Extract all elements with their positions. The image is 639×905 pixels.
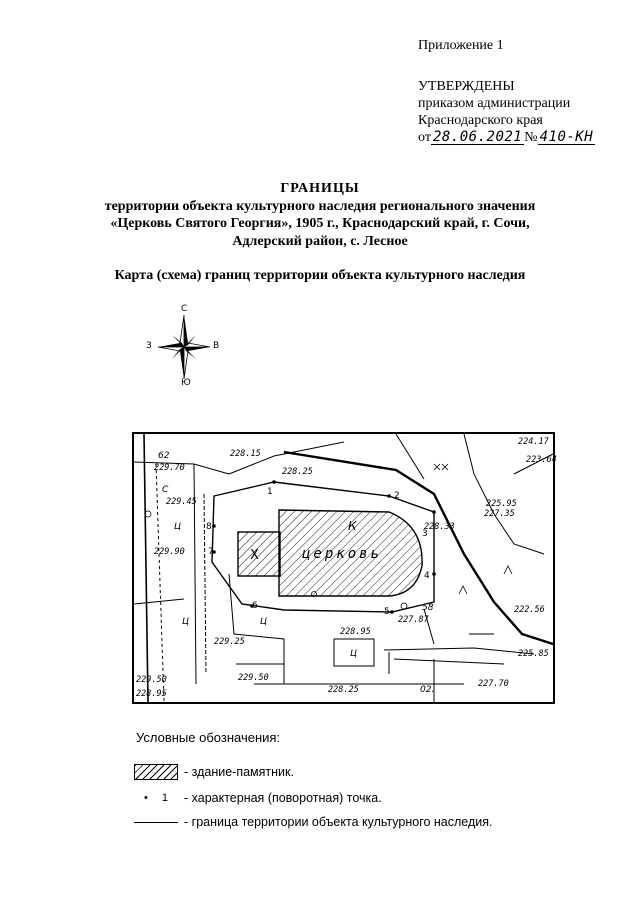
map-mark: Ц xyxy=(182,617,189,627)
map-point-label: 5 xyxy=(384,607,390,617)
map-elevation: 228.95 xyxy=(340,627,371,637)
map-elevation: 223.64 xyxy=(526,455,557,465)
map-point-label: 6 xyxy=(252,601,258,611)
compass-rose xyxy=(144,302,228,394)
map-point-label: 8 xyxy=(206,522,212,532)
map-mark: Ц xyxy=(174,522,181,532)
map-point-marker xyxy=(272,480,276,484)
map-point-label: 7 xyxy=(208,547,214,557)
map-church-mark: К xyxy=(348,519,357,533)
map-elevation: 229.25 xyxy=(214,637,245,647)
map-mark: 62 xyxy=(158,451,170,461)
map-elevation: 228.33 xyxy=(424,522,455,532)
legend-point-row xyxy=(132,791,382,805)
hatch-swatch-icon xyxy=(134,764,178,780)
map-point-label: 3 xyxy=(422,529,428,539)
map-elevation: 228.15 xyxy=(230,449,261,459)
compass-east: В xyxy=(213,341,220,351)
boundary-line-icon xyxy=(134,822,178,823)
legend-boundary-text: - граница территории объекта культурного наследия. xyxy=(184,815,493,829)
approved-region: Краснодарского края xyxy=(418,113,543,128)
map-point-label: 1 xyxy=(267,487,273,497)
order-date-line xyxy=(418,130,595,146)
handwritten-date: 28.06.2021 xyxy=(432,129,523,145)
number-prefix: № xyxy=(524,130,538,145)
map-point-label: 4 xyxy=(424,571,430,581)
map-elevation: 227.70 xyxy=(478,679,509,689)
boundary-map xyxy=(132,432,555,704)
map-elevation: 229.50 xyxy=(238,673,269,683)
legend-boundary-row xyxy=(132,815,493,829)
compass-north: С xyxy=(181,304,188,314)
map-mark: Ц xyxy=(350,649,357,659)
map-elevation: 225.85 xyxy=(518,649,549,659)
map-elevation: 228.25 xyxy=(282,467,313,477)
legend-monument-text: - здание-памятник. xyxy=(184,765,294,779)
map-point-marker xyxy=(387,494,391,498)
map-point-label: 2 xyxy=(394,491,400,501)
approval-block xyxy=(418,78,570,129)
handwritten-number: 410-КН xyxy=(539,129,594,145)
map-caption: Карта (схема) границ территории объекта культурного наследия xyxy=(114,268,526,283)
approved-heading: УТВЕРЖДЕНЫ xyxy=(418,79,515,94)
appendix-label: Приложение 1 xyxy=(418,38,504,53)
map-point-marker xyxy=(390,610,394,614)
map-mark: 02. xyxy=(420,685,435,695)
compass-south: Ю xyxy=(181,378,191,388)
map-mark: Ц xyxy=(260,617,267,627)
title-main: ГРАНИЦЫ xyxy=(280,181,360,196)
legend-point-label: 1 xyxy=(161,792,168,804)
map-point-marker xyxy=(432,510,436,514)
map-church-label: церковь xyxy=(302,546,383,562)
map-elevation: 228.95 xyxy=(136,689,167,699)
map-annex-mark: Х xyxy=(250,548,259,563)
map-point-marker xyxy=(432,572,436,576)
compass-star-icon xyxy=(144,302,228,394)
map-elevation: 222.56 xyxy=(514,605,545,615)
document-title xyxy=(60,180,580,250)
map-elevation: 229.50 xyxy=(136,675,167,685)
map-elevation: 227.35 xyxy=(484,509,515,519)
legend-title: Условные обозначения: xyxy=(136,730,281,745)
legend-point-text: - характерная (поворотная) точка. xyxy=(184,791,382,805)
title-line-2: «Церковь Святого Георгия», 1905 г., Краснодарский край, г. Сочи, xyxy=(110,216,530,231)
title-line-1: территории объекта культурного наследия регионального значения xyxy=(104,198,536,214)
date-prefix: от xyxy=(418,130,431,145)
map-drawing xyxy=(134,434,557,702)
map-elevation: 229.45 xyxy=(166,497,197,507)
map-elevation: 229.70 xyxy=(154,463,185,473)
point-dot-icon: • xyxy=(144,792,148,804)
map-elevation: 228.25 xyxy=(328,685,359,695)
approved-by-order: приказом администрации xyxy=(418,96,571,111)
legend-monument-row xyxy=(132,764,294,780)
map-elevation: 227.87 xyxy=(398,615,429,625)
compass-west: З xyxy=(146,341,152,351)
title-line-3: Адлерский район, с. Лесное xyxy=(232,233,408,249)
map-mark: С xyxy=(162,485,169,495)
map-elevation: 229.90 xyxy=(154,547,185,557)
map-elevation: 225.95 xyxy=(486,499,517,509)
map-elevation: 224.17 xyxy=(518,437,549,447)
map-mark: 58 xyxy=(422,603,434,613)
map-point-marker xyxy=(212,524,216,528)
